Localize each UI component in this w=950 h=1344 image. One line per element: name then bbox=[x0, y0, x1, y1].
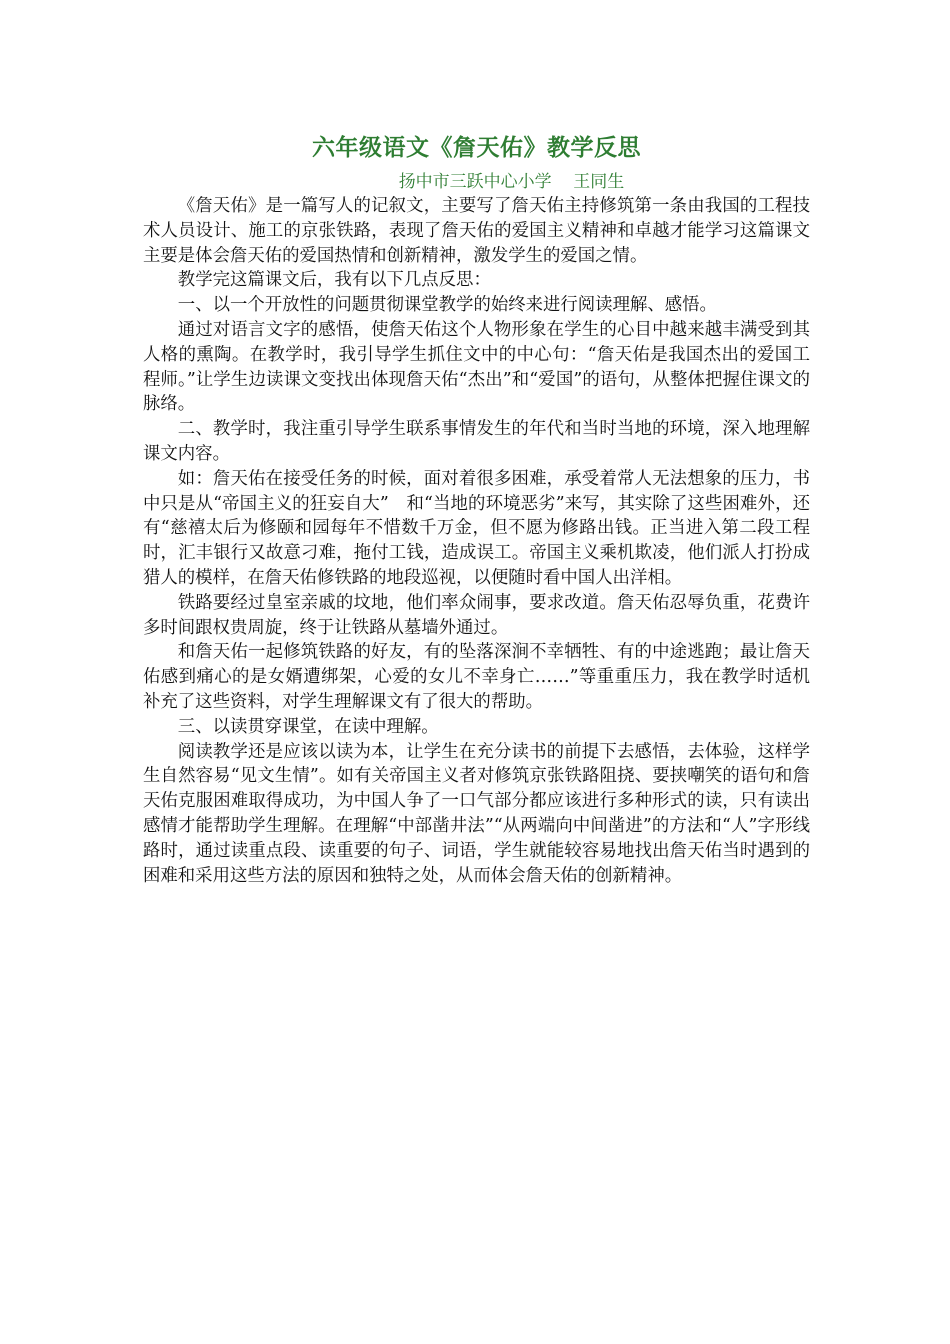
paragraph: 铁路要经过皇室亲戚的坟地，他们率众闹事，要求改道。詹天佑忍辱负重，花费许多时间跟权贵周旋，终于让铁路从墓墙外通过。 bbox=[143, 592, 810, 638]
paragraph: 一、以一个开放性的问题贯彻课堂教学的始终来进行阅读理解、感悟。 bbox=[177, 295, 717, 316]
paragraph: 如：詹天佑在接受任务的时候，面对着很多困难，承受着常人无法想象的压力，书中只是从“帝国主义的狂妄自大” 和“当地的环境恶劣”来写，其实除了这些困难外，还有“慈禧太后为修颐和园每年不惜数千万金，但不愿为修路出钱。正当进入第二段工程时，汇丰银行又故意刁难，拖付工钱，造成误工。帝国主义乘机欺凌，他们派人打扮成猎人的模样，在詹天佑修铁路的地段巡视，以便随时看中国人出洋相。 bbox=[143, 468, 810, 588]
paragraph: 阅读教学还是应该以读为本，让学生在充分读书的前提下去感悟，去体验，这样学生自然容易“见文生情”。如有关帝国主义者对修筑京张铁路阻挠、要挟嘲笑的语句和詹天佑克服困难取得成功，为中国人争了一口气部分都应该进行多种形式的读，只有读出感情才能帮助学生理解。在理解“中部凿井法”“从两端向中间凿进”的方法和“人”字形线路时，通过读重点段、读重要的句子、词语，学生就能较容易地找出詹天佑当时遇到的困难和采用这些方法的原因和独特之处，从而体会詹天佑的创新精神。 bbox=[143, 741, 810, 886]
paragraph: 《詹天佑》是一篇写人的记叙文，主要写了詹天佑主持修筑第一条由我国的工程技术人员设计、施工的京张铁路，表现了詹天佑的爱国主义精神和卓越才能学习这篇课文主要是体会詹天佑的爱国热情和创新精神，激发学生的爱国之情。 bbox=[143, 196, 810, 266]
author-byline: 扬中市三跃中心小学 王同生 bbox=[398, 172, 625, 192]
document-content bbox=[143, 130, 810, 888]
document-title: 六年级语文《詹天佑》教学反思 bbox=[312, 135, 641, 161]
paragraph: 通过对语言文字的感悟，使詹天佑这个人物形象在学生的心目中越来越丰满受到其人格的熏陶。在教学时，我引导学生抓住文中的中心句：“詹天佑是我国杰出的爱国工程师。”让学生边读课文变找出体现詹天佑“杰出”和“爱国”的语句，从整体把握住课文的脉络。 bbox=[143, 319, 810, 415]
paragraph: 二、教学时，我注重引导学生联系事情发生的年代和当时当地的环境，深入地理解课文内容。 bbox=[143, 419, 810, 464]
paragraph: 教学完这篇课文后，我有以下几点反思： bbox=[177, 270, 491, 291]
paragraph: 和詹天佑一起修筑铁路的好友，有的坠落深涧不幸牺牲、有的中途逃跑；最让詹天佑感到痛心的是女婿遭绑架，心爱的女儿不幸身亡……”等重重压力，我在教学时适机补充了这些资料，对学生理解课文有了很大的帮助。 bbox=[143, 642, 810, 712]
paragraph: 三、以读贯穿课堂，在读中理解。 bbox=[177, 716, 439, 737]
